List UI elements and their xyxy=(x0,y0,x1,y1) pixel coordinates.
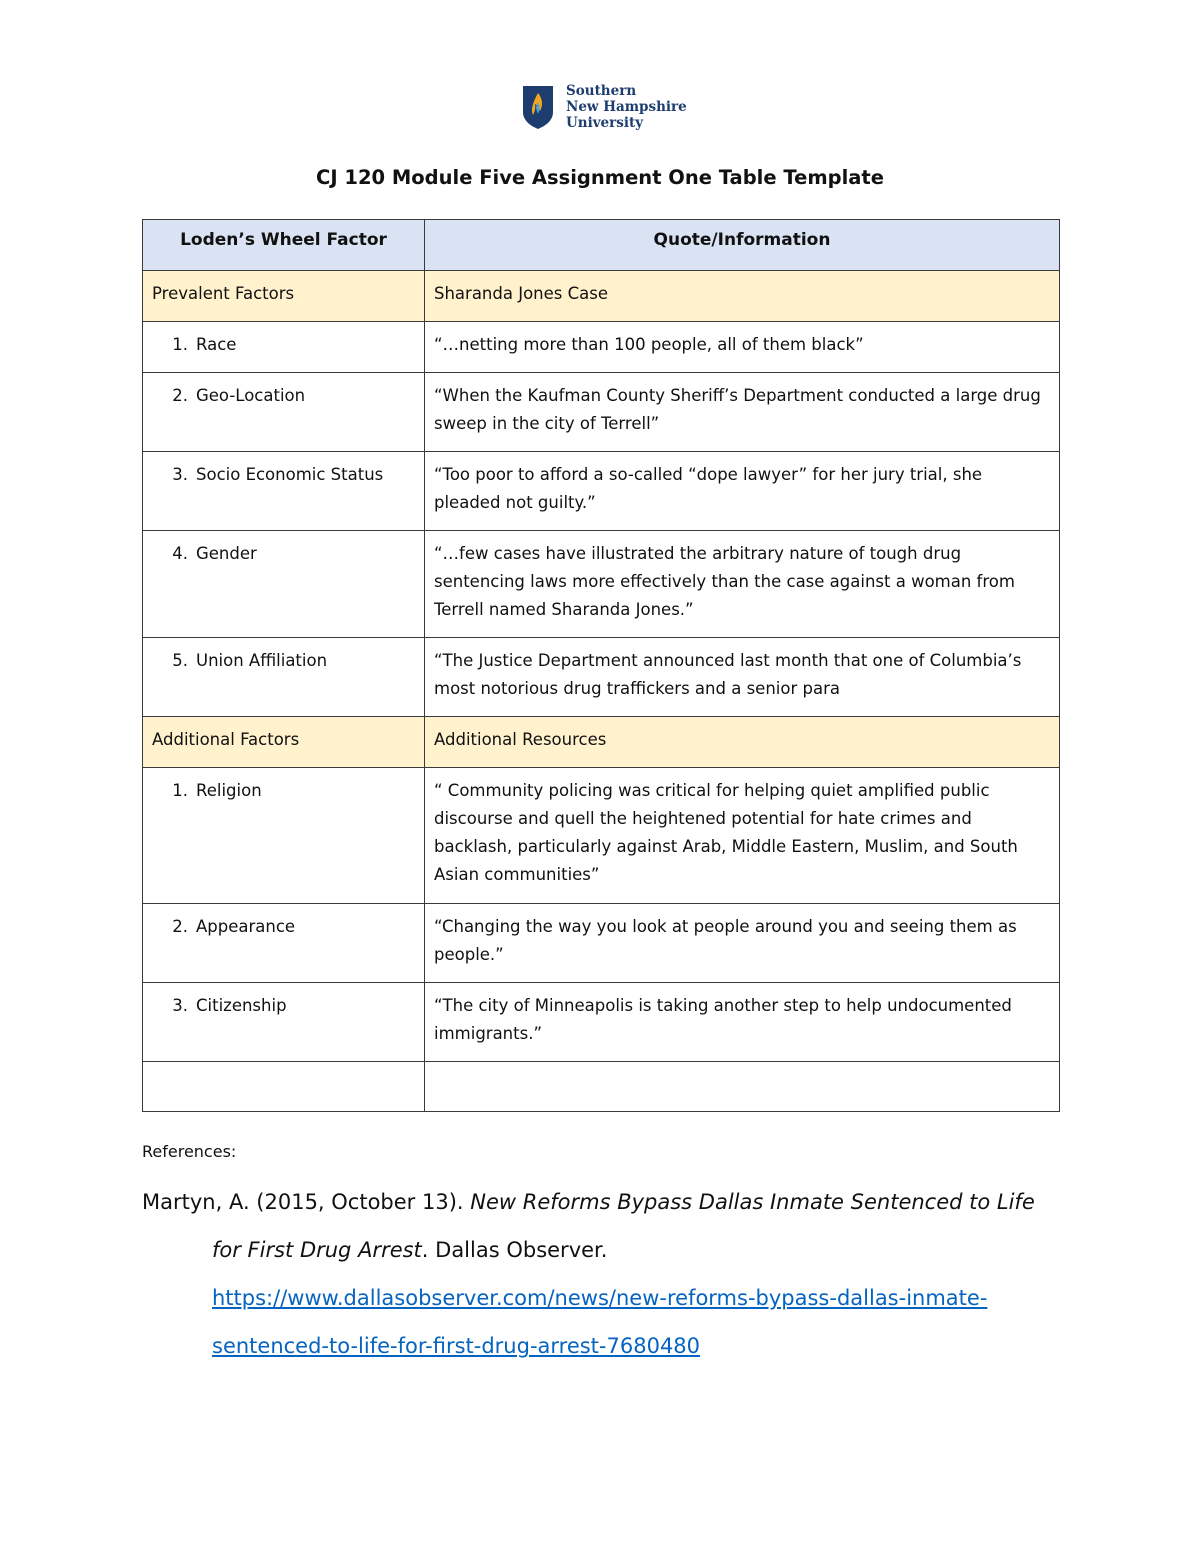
table-row xyxy=(143,531,1060,638)
factor-label: Union Affiliation xyxy=(196,651,328,670)
factor-table xyxy=(142,219,1060,1112)
row-number: 1. xyxy=(172,335,188,354)
reference-author-date: Martyn, A. (2015, October 13). xyxy=(142,1190,471,1214)
table-row xyxy=(143,638,1060,717)
logo-line-1: Southern xyxy=(566,83,637,99)
reference-publisher: . Dallas Observer. xyxy=(421,1238,608,1262)
factor-label: Geo-Location xyxy=(196,386,306,405)
table-row xyxy=(143,373,1060,452)
row-number: 3. xyxy=(172,996,188,1015)
empty-row xyxy=(143,1062,1060,1112)
table-row xyxy=(143,768,1060,904)
table-header-row xyxy=(143,220,1060,271)
section-row-prevalent xyxy=(143,271,1060,322)
table-row xyxy=(143,983,1060,1062)
page-title: CJ 120 Module Five Assignment One Table Template xyxy=(316,166,884,189)
quote-cell: “When the Kaufman County Sheriff’s Department conducted a large drug sweep in the city of Terrell” xyxy=(425,373,1060,452)
header-wheel-factor: Loden’s Wheel Factor xyxy=(143,220,425,271)
logo-line-3: University xyxy=(566,115,644,131)
factor-label: Religion xyxy=(196,781,262,800)
row-number: 1. xyxy=(172,781,188,800)
quote-cell: “Too poor to afford a so-called “dope lawyer” for her jury trial, she pleaded not guilty.” xyxy=(425,452,1060,531)
quote-cell: “The Justice Department announced last month that one of Columbia’s most notorious drug traffickers and a senior para xyxy=(425,638,1060,717)
section-resources-title: Additional Resources xyxy=(425,717,1060,768)
empty-cell xyxy=(425,1062,1060,1112)
reference-url-link-1[interactable]: https://www.dallasobserver.com/news/new-reforms-bypass-dallas-inmate- xyxy=(212,1286,988,1310)
factor-label: Citizenship xyxy=(196,996,287,1015)
header-quote-information: Quote/Information xyxy=(425,220,1060,271)
section-label-additional: Additional Factors xyxy=(143,717,425,768)
row-number: 4. xyxy=(172,544,188,563)
empty-cell xyxy=(143,1062,425,1112)
row-number: 5. xyxy=(172,651,188,670)
references-label: References: xyxy=(142,1142,237,1161)
table-row xyxy=(143,322,1060,373)
factor-label: Gender xyxy=(196,544,257,563)
reference-url-link-2[interactable]: sentenced-to-life-for-first-drug-arrest-7680480 xyxy=(212,1334,701,1358)
factor-label: Socio Economic Status xyxy=(196,465,384,484)
quote-cell: “Changing the way you look at people around you and seeing them as people.” xyxy=(425,904,1060,983)
section-label-prevalent: Prevalent Factors xyxy=(143,271,425,322)
row-number: 3. xyxy=(172,465,188,484)
table-row xyxy=(143,904,1060,983)
reference-title-part2: for First Drug Arrest xyxy=(212,1238,422,1262)
quote-cell: “ Community policing was critical for helping quiet amplified public discourse and quell the heightened potential for hate crimes and backlash, particularly against Arab, Middle Eastern, Muslim, and South Asian communities” xyxy=(425,768,1060,904)
factor-label: Race xyxy=(196,335,237,354)
table-row xyxy=(143,452,1060,531)
factor-label: Appearance xyxy=(196,917,296,936)
row-number: 2. xyxy=(172,386,188,405)
quote-cell: “…few cases have illustrated the arbitrary nature of tough drug sentencing laws more effectively than the case against a woman from Terrell named Sharanda Jones.” xyxy=(425,531,1060,638)
flame-shield-icon xyxy=(521,84,555,130)
section-row-additional xyxy=(143,717,1060,768)
row-number: 2. xyxy=(172,917,188,936)
university-logo xyxy=(521,84,701,132)
quote-cell: “…netting more than 100 people, all of them black” xyxy=(425,322,1060,373)
quote-cell: “The city of Minneapolis is taking another step to help undocumented immigrants.” xyxy=(425,983,1060,1062)
logo-line-2: New Hampshire xyxy=(566,99,687,115)
section-case-title: Sharanda Jones Case xyxy=(425,271,1060,322)
reference-entry xyxy=(142,1178,1072,1370)
reference-title-part1: New Reforms Bypass Dallas Inmate Sentenced to Life xyxy=(470,1190,1035,1214)
